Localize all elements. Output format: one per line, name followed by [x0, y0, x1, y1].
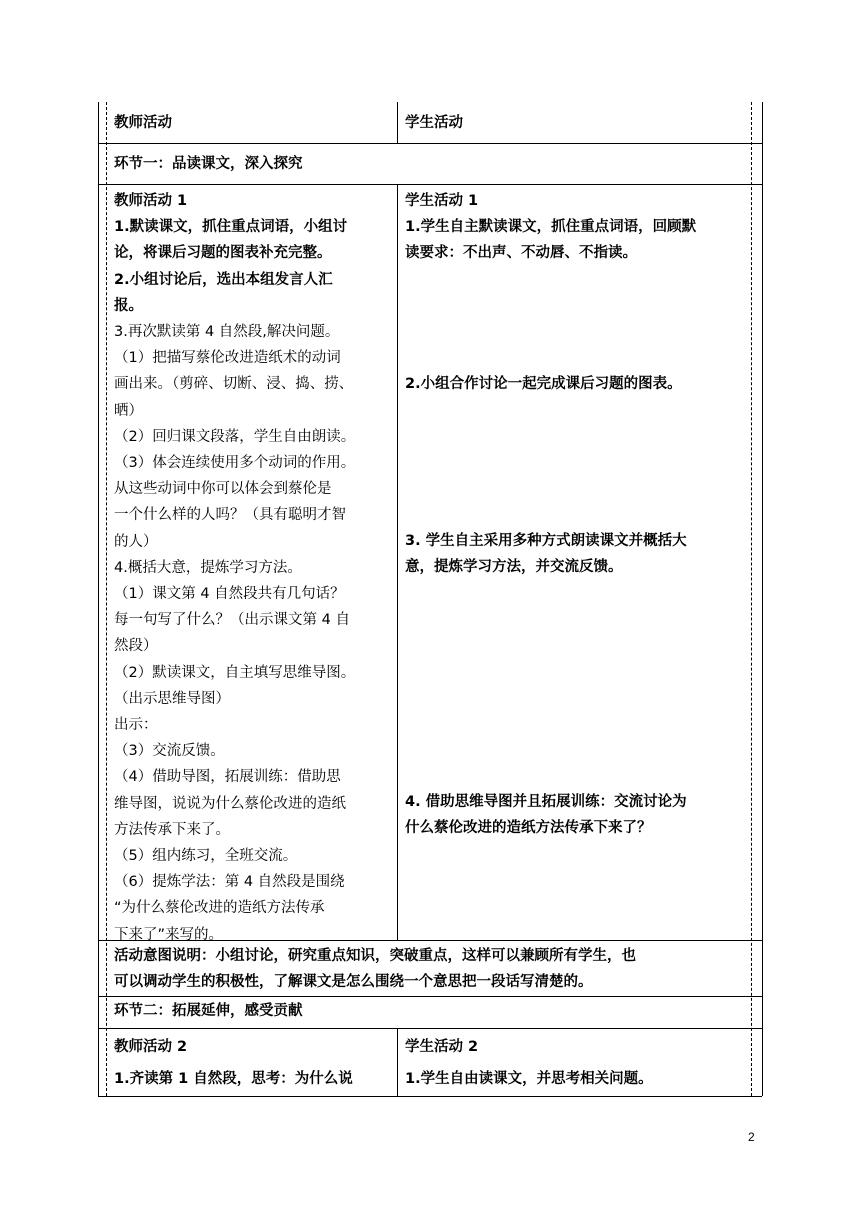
page-number: 2 — [748, 1130, 755, 1144]
teacher-line: 每一句写了什么？（出示课文第 4 自 — [114, 612, 350, 629]
header-student: 学生活动 — [405, 115, 463, 131]
teacher-line: 出示： — [114, 717, 158, 734]
teacher-line: 一个什么样的人吗？（具有聪明才智 — [114, 507, 346, 524]
column-divider — [397, 184, 398, 940]
student-item-2: 2.小组合作讨论一起完成课后习题的图表。 — [405, 376, 682, 392]
section1-student-cell — [405, 188, 750, 267]
teacher-line: 然段） — [114, 638, 158, 655]
row-divider — [98, 143, 762, 144]
activity-intent-line-1: 活动意图说明：小组讨论，研究重点知识，突破重点，这样可以兼顾所有学生，也 — [114, 948, 636, 964]
student-item-1-line-1: 1.学生自主默读课文，抓住重点词语，回顾默 — [405, 219, 697, 236]
teacher-line: 的人） — [114, 533, 158, 550]
section1-teacher-lines — [114, 214, 394, 948]
section2-teacher-title: 教师活动 2 — [114, 1039, 188, 1055]
student-item-3-line-2: 意，提炼学习方法，并交流反馈。 — [405, 559, 623, 576]
teacher-line: （3）交流反馈。 — [114, 743, 225, 760]
header-teacher: 教师活动 — [114, 115, 172, 131]
teacher-line: 2.小组讨论后，选出本组发言人汇 — [114, 271, 333, 288]
table-border-right — [762, 102, 763, 1096]
teacher-line: 下来了”来写的。 — [114, 926, 224, 943]
section1-title: 环节一：品读课文，深入探究 — [114, 156, 303, 172]
teacher-line: 晒） — [114, 402, 143, 419]
activity-intent-line-2: 可以调动学生的积极性，了解课文是怎么围绕一个意思把一段话写清楚的。 — [114, 974, 593, 991]
section2-teacher-line-1: 1.齐读第 1 自然段，思考：为什么说 — [114, 1071, 353, 1087]
student-item-1-line-2: 读要求：不出声、不动唇、不指读。 — [405, 245, 637, 262]
teacher-line: 4.概括大意，提炼学习方法。 — [114, 559, 302, 576]
section2-student-line-1: 1.学生自由读课文，并思考相关问题。 — [405, 1071, 653, 1087]
teacher-line: （1）课文第 4 自然段共有几句话？ — [114, 586, 345, 603]
teacher-line: 方法传承下来了。 — [114, 821, 230, 838]
teacher-line: 论，将课后习题的图表补充完整。 — [114, 245, 332, 262]
section1-student-title: 学生活动 1 — [405, 193, 479, 209]
section1-teacher-title: 教师活动 1 — [114, 193, 188, 209]
teacher-line: 画出来。（剪碎、切断、浸、捣、捞、 — [114, 376, 354, 393]
teacher-line: （5）组内练习，全班交流。 — [114, 848, 298, 865]
table-bottom-border — [98, 1096, 762, 1097]
teacher-line: （4）借助导图，拓展训练：借助思 — [114, 769, 341, 786]
row-divider — [98, 184, 762, 185]
teacher-line: 从这些动词中你可以体会到蔡伦是 — [114, 481, 332, 498]
teacher-line: 报。 — [114, 297, 143, 314]
student-item-4-line-1: 4. 借助思维导图并且拓展训练：交流讨论为 — [405, 794, 687, 810]
student-item-4-line-2: 什么蔡伦改进的造纸方法传承下来了？ — [405, 820, 652, 837]
student-item-4 — [405, 789, 750, 841]
teacher-line: （出示思维导图） — [114, 690, 230, 707]
teacher-line: （2）回归课文段落，学生自由朗读。 — [114, 428, 356, 445]
student-item-3 — [405, 528, 750, 580]
teacher-line: （6）提炼学法：第 4 自然段是围绕 — [114, 874, 345, 891]
teacher-line: （1）把描写蔡伦改进造纸术的动词 — [114, 350, 341, 367]
teacher-line: （2）默读课文，自主填写思维导图。 — [114, 664, 356, 681]
section2-title: 环节二：拓展延伸，感受贡献 — [114, 1003, 303, 1019]
teacher-line: （3）体会连续使用多个动词的作用。 — [114, 455, 356, 472]
table-inner-left-border — [106, 102, 107, 1096]
column-divider — [397, 102, 398, 143]
section2-student-title: 学生活动 2 — [405, 1039, 479, 1055]
section1-teacher-cell — [114, 188, 394, 948]
activity-intent — [114, 943, 754, 995]
teacher-line: 1.默读课文，抓住重点词语，小组讨 — [114, 219, 348, 236]
teacher-line: 3.再次默读第 4 自然段,解决问题。 — [114, 324, 340, 341]
teacher-line: 维导图，说说为什么蔡伦改进的造纸 — [114, 795, 346, 812]
student-item-3-line-1: 3. 学生自主采用多种方式朗读课文并概括大 — [405, 533, 687, 549]
row-divider — [98, 996, 762, 997]
column-divider — [397, 1028, 398, 1096]
row-divider — [98, 1028, 762, 1029]
teacher-line: “为什么蔡伦改进的造纸方法传承 — [114, 900, 325, 917]
table-border-left — [98, 102, 99, 1096]
